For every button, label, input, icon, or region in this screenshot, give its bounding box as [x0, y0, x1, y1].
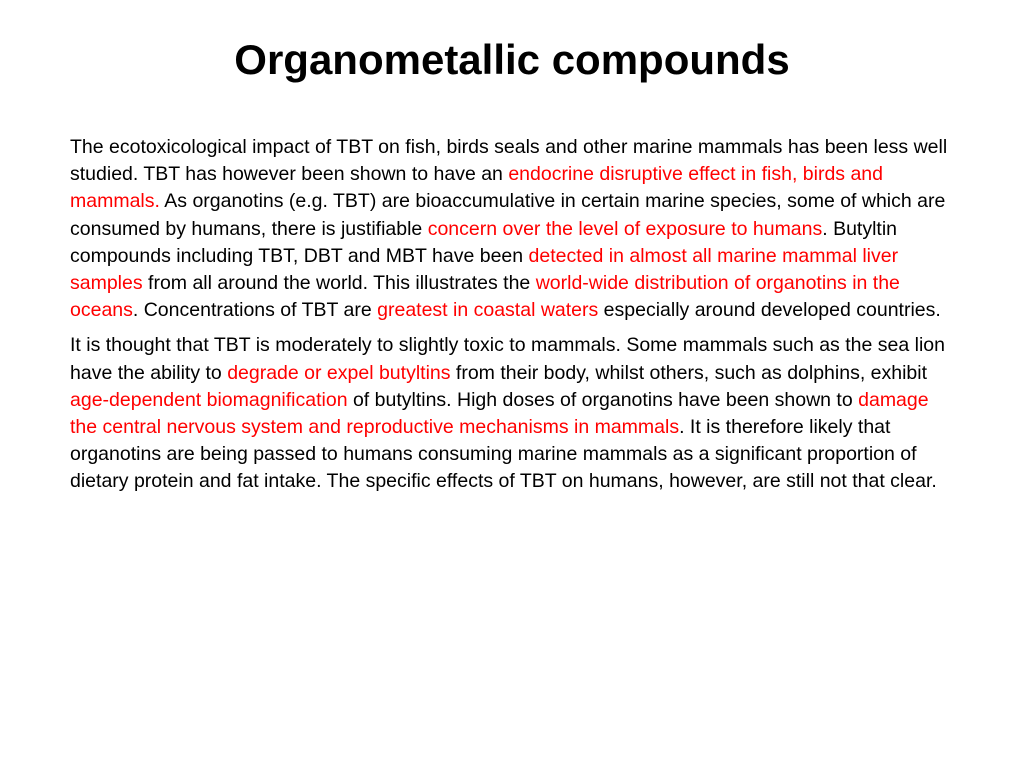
paragraph-1: [70, 134, 950, 324]
highlighted-text-segment: detected in almost all marine mammal liver samples: [70, 244, 899, 295]
slide-title: Organometallic compounds: [234, 36, 790, 83]
paragraph-2: [70, 332, 950, 495]
highlighted-text-segment: greatest in coastal waters: [377, 299, 599, 322]
slide-body: [70, 134, 950, 504]
text-segment: especially around developed countries.: [598, 299, 941, 322]
text-segment: . Butyltin compounds including TBT, DBT and MBT have been: [70, 217, 898, 267]
text-segment: from all around the world. This illustrates the: [142, 272, 536, 295]
text-segment: It is thought that TBT is moderately to slightly toxic to mammals. Some mammals such as the sea lion have the ability to: [70, 334, 945, 384]
text-segment: of butyltins. High doses of organotins have been shown to: [347, 388, 859, 411]
text-segment: . It is therefore likely that organotins are being passed to humans consuming marine mammals as a significant proportion of dietary protein and fat intake. The specific effects of TBT on humans, however, are still not that clear.: [70, 416, 937, 493]
highlighted-text-segment: concern over the level of exposure to humans: [427, 217, 823, 240]
text-segment: The ecotoxicological impact of TBT on fish, birds seals and other marine mammals has been less well studied. TBT has however been shown to have an: [70, 136, 948, 186]
text-segment: from their body, whilst others, such as dolphins, exhibit: [450, 361, 928, 384]
highlighted-text-segment: age-dependent biomagnification: [70, 388, 348, 411]
text-segment: As organotins (e.g. TBT) are bioaccumulative in certain marine species, some of which are consumed by humans, there is justifiable: [70, 190, 946, 240]
highlighted-text-segment: world-wide distribution of organotins in the oceans: [70, 272, 900, 322]
highlighted-text-segment: endocrine disruptive effect in fish, birds and mammals.: [70, 163, 884, 213]
text-segment: . Concentrations of TBT are: [132, 299, 378, 322]
highlighted-text-segment: damage the central nervous system and reproductive mechanisms in mammals: [70, 388, 929, 439]
highlighted-text-segment: degrade or expel butyltins: [227, 361, 451, 384]
